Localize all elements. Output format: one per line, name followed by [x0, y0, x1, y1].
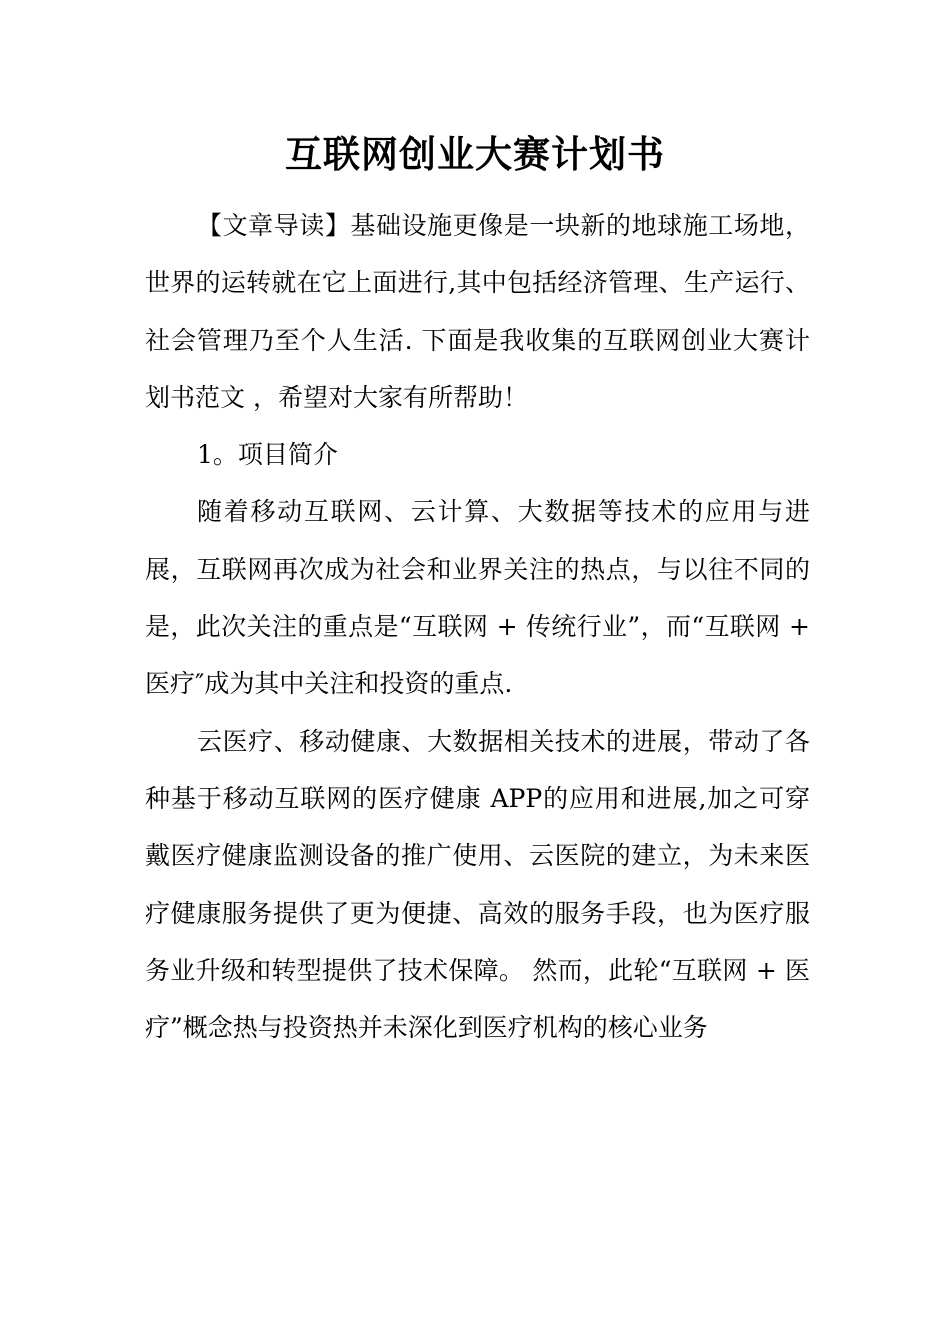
- document-body: [145, 197, 810, 1056]
- body-paragraph: 云医疗、移动健康、大数据相关技术的进展，带动了各种基于移动互联网的医疗健康 APP的应用和进展,加之可穿戴医疗健康监测设备的推广使用、云医院的建立，为未来医疗健康服务提供了更为便捷、高效的服务手段，也为医疗服务业升级和转型提供了技术保障。 然而，此轮“互联网 + 医疗”概念热与投资热并未深化到医疗机构的核心业务: [145, 726, 810, 1043]
- intro-paragraph: 【文章导读】基础设施更像是一块新的地球施工场地，世界的运转就在它上面进行,其中包括经济管理、生产运行、社会管理乃至个人生活. 下面是我收集的互联网创业大赛计划书范文 ，希望对大家有所帮助！: [145, 211, 810, 412]
- body-paragraph: 随着移动互联网、云计算、大数据等技术的应用与进展，互联网再次成为社会和业界关注的热点，与以往不同的是，此次关注的重点是“互联网 + 传统行业”，而“互联网 + 医疗″成为其中关注和投资的重点.: [145, 497, 810, 699]
- document-title: 互联网创业大赛计划书: [285, 132, 665, 176]
- section-heading: 1。项目简介: [197, 440, 338, 470]
